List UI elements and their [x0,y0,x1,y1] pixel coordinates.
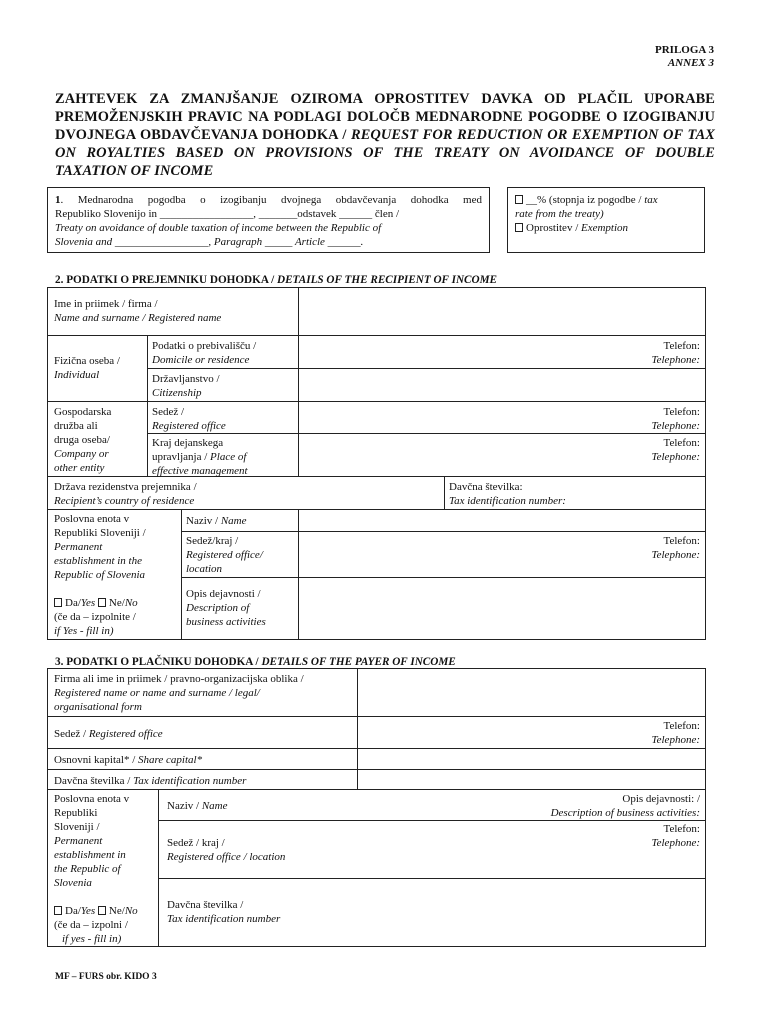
checkbox-icon[interactable] [54,906,62,915]
checkbox-icon[interactable] [98,598,106,607]
treaty-line-3: Treaty on avoidance of double taxation of income between the Republic of [55,222,382,234]
telephone-label: Telephone: [651,420,700,432]
recipient-table [47,287,706,640]
yes-no-options[interactable]: Da/Yes Ne/No [54,904,154,918]
phone-label: Telefon: [663,720,700,732]
treaty-line-1: 1. Mednarodna pogodba o izogibanju dvojnega obdavčevanja dohodka med [55,194,482,206]
tax-number-label: Davčna številka: [449,481,523,493]
citizenship-field[interactable] [299,369,704,400]
payer-table [47,668,706,947]
company-label: Gospodarska družba ali druga oseba/ Company or other entity [54,406,112,474]
payer-tax-number-field[interactable] [358,770,704,788]
permanent-establishment-label: Poslovna enota v Republiki Sloveniji / Permanent establishment in the Republic of Slovenia Da/Yes Ne/No (če da – izpolnite / if Yes - fill in) [50,510,182,640]
annex-label [655,44,714,70]
treaty-line-2: Republiko Slovenijo in _________________, _______odstavek ______ člen / [55,208,400,220]
section-2-heading: 2. PODATKI O PREJEMNIKU DOHODKA / DETAILS OF THE RECIPIENT OF INCOME [55,274,497,286]
form-title-en: REQUEST FOR REDUCTION OR EXEMPTION OF TAX ON ROYALTIES BASED ON PROVISIONS OF THE TREATY ON AVOIDANCE OF DOUBLE TAXATION OF INCOME [55,127,715,179]
treaty-line-4: Slovenia and _________________, Paragraph _____ Article ______. [55,236,364,248]
phone-label: Telefon: [663,340,700,352]
effective-management-field[interactable] [299,434,704,466]
citizenship-label: Državljanstvo / Citizenship [152,373,220,399]
section-3-heading: 3. PODATKI O PLAČNIKU DOHODKA / DETAILS OF THE PAYER OF INCOME [55,656,456,668]
payer-office-label: Sedež / Registered office [54,728,163,740]
effective-management-label: Kraj dejanskega upravljanja / Place of effective management [152,437,248,477]
checkbox-icon[interactable] [515,223,523,232]
recipient-name-label: Ime in priimek / firma / Name and surname / Registered name [54,298,222,324]
phone-label: Telefon: [663,437,700,449]
telephone-label: Telephone: [651,549,700,561]
phone-label: Telefon: [663,406,700,418]
payer-pe-label: Poslovna enota v Republiki Sloveniji / Permanent establishment in the Republic of Slovenia Da/Yes Ne/No (če da – izpolni / if yes - fill in) [50,790,158,948]
treaty-box[interactable] [47,187,490,253]
tax-number-label-en: Tax identification number: [449,495,566,507]
description-label: Opis dejavnosti: / [622,793,700,805]
annex-label-sl: PRILOGA 3 [655,44,714,56]
phone-label: Telefon: [663,823,700,835]
checkbox-icon[interactable] [54,598,62,607]
telephone-label: Telephone: [651,451,700,463]
pe-office-field[interactable] [299,532,704,564]
payer-pe-tax-label: Davčna številka / Tax identification number [167,899,281,925]
payer-pe-description-field[interactable] [348,790,704,822]
pe-description-field[interactable] [299,578,704,639]
rate-box [507,187,705,253]
rate-option-exemption[interactable]: Oprostitev / Exemption [515,221,697,235]
share-capital-field[interactable] [358,749,704,768]
share-capital-label: Osnovni kapital* / Share capital* [54,754,203,766]
pe-name-label: Naziv / Name [186,515,247,527]
telephone-label: Telephone: [651,837,700,849]
telephone-label: Telephone: [651,354,700,366]
pe-name-field[interactable] [299,510,704,530]
payer-name-label: Firma ali ime in priimek / pravno-organizacijska oblika / Registered name or name and surname / legal/ organisational form [54,673,304,713]
pe-description-label: Opis dejavnosti / Description of business activities [186,588,266,628]
payer-pe-office-field[interactable] [348,820,704,852]
payer-pe-office-label: Sedež / kraj / Registered office / location [167,837,286,863]
registered-office-field[interactable] [299,403,704,435]
phone-label: Telefon: [663,535,700,547]
checkbox-icon[interactable] [515,195,523,204]
rate-option-reduction[interactable]: __% (stopnja iz pogodbe / tax [515,193,697,207]
rate-option-reduction-en: rate from the treaty) [515,208,604,220]
individual-label: Fizična oseba / Individual [54,355,120,381]
telephone-label: Telephone: [651,734,700,746]
checkbox-icon[interactable] [98,906,106,915]
annex-label-en: ANNEX 3 [667,57,714,69]
country-of-residence-label: Država rezidenstva prejemnika / Recipient’s country of residence [54,481,197,507]
domicile-field[interactable] [299,337,704,369]
yes-no-options[interactable]: Da/Yes Ne/No [54,596,178,610]
pe-office-label: Sedež/kraj / Registered office/ location [186,535,263,575]
domicile-label: Podatki o prebivališču / Domicile or residence [152,340,257,366]
form-title-sl: ZAHTEVEK ZA ZMANJŠANJE OZIROMA OPROSTITEV DAVKA OD PLAČIL UPORABE PREMOŽENJSKIH PRAVIC NA PODLAGI DOLOČB MEDNARODNE POGODBE O IZOGIBANJU DVOJNEGA OBDAVČEVANJA DOHODKA / [55,91,715,143]
payer-tax-number-label: Davčna številka / Tax identification number [54,775,247,787]
tax-number-field[interactable] [445,478,704,510]
form-title [55,90,715,180]
payer-pe-name-label: Naziv / Name [167,800,228,812]
description-label-en: Description of business activities: [550,807,700,819]
payer-name-field[interactable] [358,670,704,715]
payer-pe-tax-field[interactable] [368,879,704,946]
recipient-name-field[interactable] [299,289,704,334]
form-code: MF – FURS obr. KIDO 3 [55,972,157,982]
payer-office-field[interactable] [358,717,704,749]
registered-office-label: Sedež / Registered office [152,406,226,432]
